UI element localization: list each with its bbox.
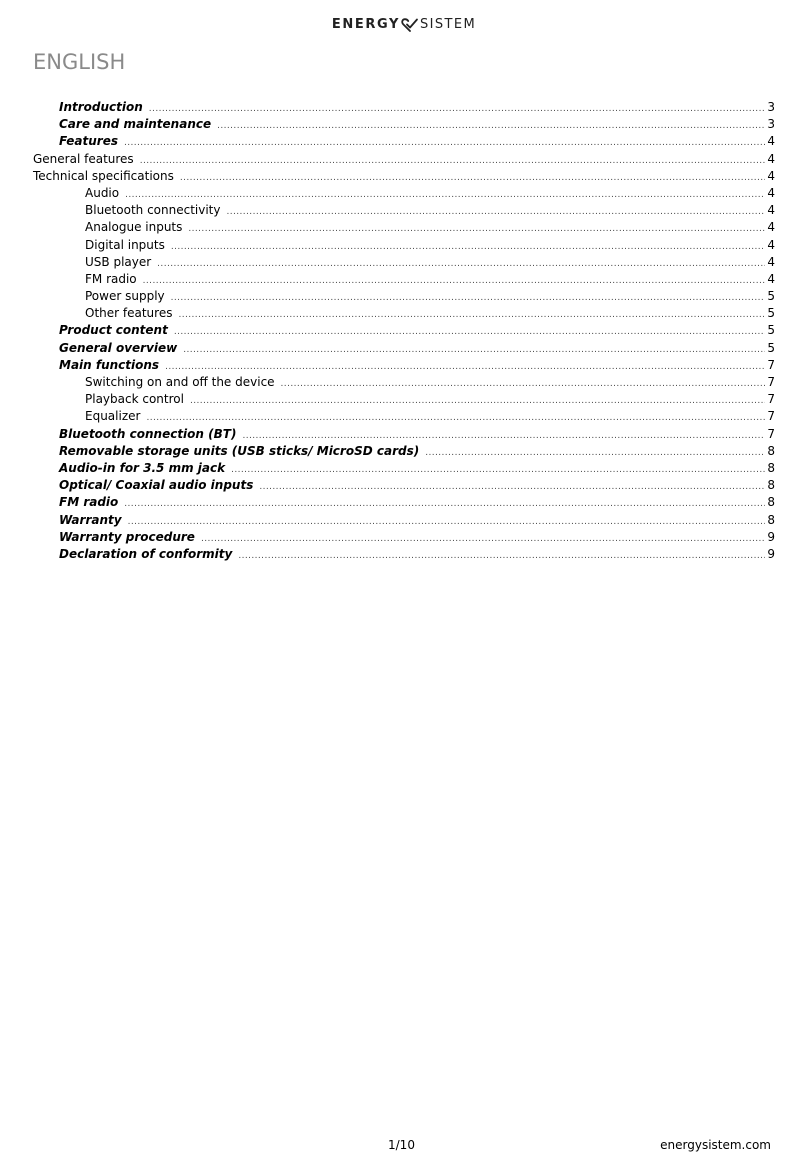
toc-entry-page: 7 [767,409,775,424]
toc-entry-page: 5 [767,306,775,321]
page-number: 1/10 [388,1138,415,1152]
toc-dot-leader [171,239,766,256]
toc-entry-title: Warranty procedure [59,529,195,544]
toc-entry-title: Analogue inputs [85,220,183,235]
heart-check-icon [401,18,419,32]
language-heading: ENGLISH [33,50,126,74]
toc-entry-title: Bluetooth connectivity [85,203,221,218]
toc-entry-page: 7 [767,426,775,441]
website-link[interactable]: energysistem.com [660,1138,771,1152]
toc-entry-page: 3 [767,117,775,132]
toc-entry[interactable] [33,408,775,425]
toc-entry[interactable] [33,185,775,202]
toc-dot-leader [124,496,765,513]
toc-entry[interactable] [33,237,775,254]
toc-entry-title: Digital inputs [85,237,165,252]
toc-entry-page: 8 [767,460,775,475]
toc-entry[interactable] [33,219,775,236]
toc-dot-leader [183,342,765,359]
toc-entry[interactable] [33,494,775,511]
toc-entry[interactable] [33,340,775,357]
toc-entry-title: Care and maintenance [59,117,212,132]
toc-entry-title: Other features [85,306,173,321]
toc-entry-page: 9 [767,546,775,561]
toc-entry-title: Removable storage units (USB sticks/ MicroSD cards) [59,443,420,458]
toc-entry[interactable] [33,546,775,563]
toc-dot-leader [281,376,766,393]
toc-entry-title: Warranty [59,512,122,527]
toc-entry-page: 4 [767,134,775,149]
toc-dot-leader [143,273,766,290]
toc-entry-page: 4 [767,168,775,183]
toc-dot-leader [259,479,765,496]
toc-entry-title: Audio-in for 3.5 mm jack [59,460,226,475]
toc-entry[interactable] [33,477,775,494]
toc-entry[interactable] [33,133,775,150]
toc-entry-title: General features [33,151,134,166]
toc-entry-title: Features [59,134,118,149]
toc-dot-leader [149,101,766,118]
toc-dot-leader [188,221,765,238]
toc-entry-title: Switching on and off the device [85,375,275,389]
toc-entry-page: 7 [767,375,775,389]
toc-dot-leader [231,462,765,479]
toc-entry-title: Declaration of conformity [59,546,233,561]
toc-entry-page: 5 [767,289,775,304]
toc-entry-page: 4 [767,151,775,166]
toc-entry-page: 4 [767,185,775,200]
toc-dot-leader [238,548,765,565]
toc-entry-page: 3 [767,100,775,114]
toc-entry-title: Audio [85,185,120,200]
toc-dot-leader [157,256,765,273]
toc-entry[interactable] [33,254,775,271]
toc-entry-title: Bluetooth connection (BT) [59,426,237,441]
toc-dot-leader [190,393,765,410]
toc-dot-leader [217,118,765,135]
toc-entry-page: 7 [767,357,775,372]
toc-entry-title: Optical/ Coaxial audio inputs [59,478,254,493]
toc-entry-page: 4 [767,254,775,269]
toc-entry[interactable] [33,460,775,477]
toc-entry-title: Equalizer [85,409,141,424]
toc-entry[interactable] [33,374,775,391]
toc-dot-leader [180,170,766,187]
toc-dot-leader [226,204,765,221]
toc-dot-leader [128,514,766,531]
toc-entry-title: Main functions [59,357,160,372]
toc-entry-title: FM radio [59,495,119,510]
logo-text-energy: ENERGY [331,17,400,32]
toc-entry[interactable] [33,357,775,374]
toc-entry-page: 8 [767,495,775,510]
toc-entry-page: 4 [767,271,775,286]
toc-entry-title: General overview [59,340,178,355]
toc-entry-title: USB player [85,254,152,269]
toc-entry[interactable] [33,426,775,443]
toc-entry[interactable] [33,391,775,408]
toc-entry-title: Product content [59,323,168,338]
toc-entry-title: FM radio [85,271,137,286]
toc-entry[interactable] [33,116,775,133]
toc-entry[interactable] [33,529,775,546]
toc-dot-leader [140,153,766,170]
toc-entry-page: 9 [767,529,775,544]
toc-dot-leader [425,445,765,462]
toc-entry-page: 5 [767,340,775,355]
toc-entry[interactable] [33,305,775,322]
toc-entry-title: Power supply [85,289,165,304]
toc-entry[interactable] [33,512,775,529]
toc-entry[interactable] [33,443,775,460]
toc-entry-page: 4 [767,237,775,252]
toc-entry-page: 8 [767,512,775,527]
toc-entry[interactable] [33,322,775,339]
toc-entry[interactable] [33,202,775,219]
toc-entry-page: 4 [767,203,775,218]
toc-entry[interactable] [33,271,775,288]
toc-dot-leader [171,290,766,307]
toc-dot-leader [174,324,766,341]
toc-entry-page: 8 [767,478,775,493]
toc-entry-page: 7 [767,392,775,407]
toc-entry[interactable] [33,151,775,168]
toc-entry-page: 8 [767,443,775,458]
toc-dot-leader [201,531,765,548]
brand-logo [0,17,808,32]
toc-entry-title: Playback control [85,392,184,407]
table-of-contents [33,99,775,563]
toc-entry[interactable] [33,168,775,185]
toc-entry-page: 4 [767,220,775,235]
toc-entry-title: Technical specifications [33,168,174,183]
toc-entry[interactable] [33,99,775,116]
toc-dot-leader [178,307,765,324]
toc-dot-leader [124,135,765,152]
toc-entry-title: Introduction [59,100,143,114]
toc-entry-page: 5 [767,323,775,338]
toc-entry[interactable] [33,288,775,305]
logo-text-sistem: SISTEM [419,17,477,32]
